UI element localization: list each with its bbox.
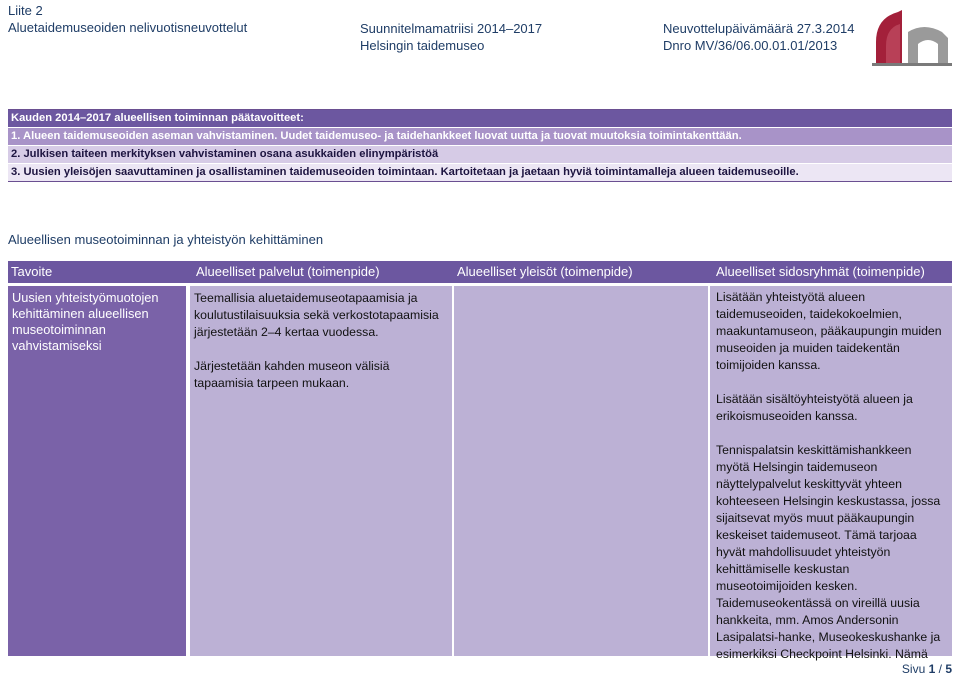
record-number: Dnro MV/36/06.00.01.01/2013	[663, 38, 838, 53]
column-header-audiences: Alueelliset yleisöt (toimenpide)	[457, 264, 633, 279]
document-header-left	[8, 2, 247, 36]
document-header-center	[360, 20, 542, 54]
plan-title: Suunnitelmamatriisi 2014–2017	[360, 21, 543, 36]
section-title: Alueellisen museotoiminnan ja yhteistyön kehittäminen	[8, 232, 324, 247]
page-current: 1	[928, 662, 936, 676]
column-header-services: Alueelliset palvelut (toimenpide)	[196, 264, 380, 279]
museum-logo-icon	[872, 8, 952, 66]
main-goals-box	[8, 109, 952, 182]
goal-item: 1. Alueen taidemuseoiden aseman vahvistaminen. Uudet taidemuseo- ja taidehankkeet luovat uutta ja tuovat muutoksia toimintakenttään.	[8, 128, 952, 146]
table-row	[8, 286, 952, 661]
goal-cell: Uusien yhteistyömuotojen kehittäminen alueellisen museotoiminnan vahvistamiseksi	[8, 286, 186, 656]
stakeholders-paragraph: Tennispalatsin keskittämishankkeen myötä Helsingin taidemuseon näyttelypalvelut keskittyvät yhteen kohteeseen Helsingin keskustassa, jossa sijaitsevat myös muut pääkaupungin keskeiset taidemuseot. Tämä tarjoaa hyvät mahdollisuudet yhteistyön kehittämiselle keskustan museotoimijoiden kesken. Taidemuseokentässä on vireillä uusia hankkeita, mm. Amos Andersonin Lasipalatsi-hanke, Museokeskushanke ja esimerkiksi Checkpoint Helsinki. Nämä	[716, 443, 941, 661]
page-separator: /	[938, 662, 942, 676]
page-number	[902, 662, 952, 676]
page-total: 5	[945, 662, 952, 676]
goal-item: 3. Uusien yleisöjen saavuttaminen ja osallistaminen taidemuseoiden toimintaan. Kartoitetaan ja jaetaan hyviä toimintamalleja alueen taidemuseoille.	[8, 164, 952, 182]
services-paragraph: Teemallisia aluetaidemuseotapaamisia ja koulutustilaisuuksia sekä verkostotapaamisia järjestetään 2–4 kertaa vuodessa.	[194, 291, 439, 339]
meeting-date: Neuvottelupäivämäärä 27.3.2014	[663, 21, 855, 36]
org-title: Aluetaidemuseoiden nelivuotisneuvottelut	[8, 20, 248, 35]
audiences-cell	[454, 286, 708, 656]
column-header-stakeholders: Alueelliset sidosryhmät (toimenpide)	[716, 264, 925, 279]
services-paragraph: Järjestetään kahden museon välisiä tapaamisia tarpeen mukaan.	[194, 359, 390, 390]
page-label: Sivu	[901, 662, 926, 676]
stakeholders-cell	[710, 286, 952, 661]
stakeholders-paragraph: Lisätään sisältöyhteistyötä alueen ja erikoismuseoiden kanssa.	[716, 392, 913, 423]
document-header-right	[663, 20, 855, 54]
goal-item: 2. Julkisen taiteen merkityksen vahvistaminen osana asukkaiden elinympäristöä	[8, 146, 952, 164]
stakeholders-paragraph: Lisätään yhteistyötä alueen taidemuseoiden, taidekokoelmien, maakuntamuseon, pääkaupungin muiden museoiden ja muiden taidekentän toimijoiden kanssa.	[716, 290, 942, 372]
appendix-label: Liite 2	[8, 3, 43, 18]
table-header-row	[8, 261, 952, 283]
goals-heading: Kauden 2014–2017 alueellisen toiminnan päätavoitteet:	[8, 110, 952, 128]
services-cell	[190, 286, 452, 656]
column-header-goal: Tavoite	[11, 264, 53, 279]
plan-matrix-table	[8, 261, 952, 661]
museum-name: Helsingin taidemuseo	[360, 38, 485, 53]
